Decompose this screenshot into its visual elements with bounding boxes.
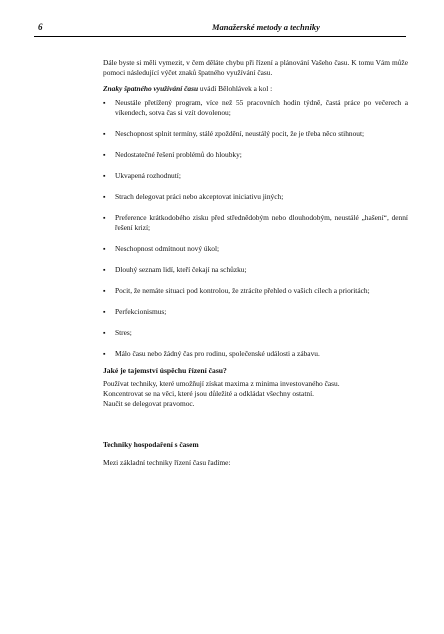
list-item-text: Neschopnost splnit termíny, stálé zpoždění, neustálý pocit, že je třeba něco stihnout; bbox=[115, 129, 365, 138]
list-item-text: Nedostatečné řešení problémů do hloubky; bbox=[115, 150, 242, 159]
list-item bbox=[103, 213, 408, 233]
bullet-icon: ▪ bbox=[103, 308, 106, 316]
list-item bbox=[103, 286, 408, 296]
list-item-text: Stres; bbox=[115, 328, 132, 337]
signs-title: Znaky špatného využívání času bbox=[103, 84, 199, 93]
list-item bbox=[103, 328, 408, 338]
bullet-icon: ▪ bbox=[103, 287, 106, 295]
list-item-text: Perfekcionismus; bbox=[115, 307, 167, 316]
running-title: Manažerské metody a techniky bbox=[212, 22, 320, 32]
list-item-text: Dlouhý seznam lidí, kteří čekají na schůzku; bbox=[115, 265, 247, 274]
bullet-icon: ▪ bbox=[103, 193, 106, 201]
techniques-heading: Techniky hospodaření s časem bbox=[103, 440, 199, 449]
bullet-icon: ▪ bbox=[103, 266, 106, 274]
list-item bbox=[103, 150, 408, 160]
list-item-text: Neustále přetížený program, více než 55 pracovních hodin týdně, častá práce po večerech a víkendech, sotva čas si vzít dovolenou; bbox=[115, 98, 408, 117]
secret-text bbox=[103, 379, 408, 409]
list-item bbox=[103, 349, 408, 359]
bullet-icon: ▪ bbox=[103, 130, 106, 138]
body-text bbox=[103, 58, 408, 468]
bullet-icon: ▪ bbox=[103, 350, 106, 358]
list-item-text: Ukvapená rozhodnutí; bbox=[115, 171, 181, 180]
page-header bbox=[34, 20, 406, 37]
list-item bbox=[103, 192, 408, 202]
bullet-icon: ▪ bbox=[103, 99, 106, 107]
techniques-text: Mezi základní techniky řízení času řadíme: bbox=[103, 458, 231, 467]
secret-line: Používat techniky, které umožňují získat maxima z minima investovaného času. bbox=[103, 379, 340, 388]
page-number: 6 bbox=[38, 22, 43, 32]
list-item bbox=[103, 244, 408, 254]
list-item-text: Preference krátkodobého zisku před střednědobým nebo dlouhodobým, neustálé „hašení“, denní řešení krizí; bbox=[115, 213, 408, 232]
secret-line: Koncentrovat se na věci, které jsou důležité a odkládat všechny ostatní. bbox=[103, 389, 314, 398]
list-item bbox=[103, 171, 408, 181]
bullet-icon: ▪ bbox=[103, 151, 106, 159]
list-item bbox=[103, 307, 408, 317]
signs-lead-rest: uvádí Bělohlávek a kol : bbox=[198, 84, 273, 93]
list-item bbox=[103, 98, 408, 118]
secret-heading: Jaké je tajemství úspěchu řízení času? bbox=[103, 366, 227, 375]
bullet-icon: ▪ bbox=[103, 214, 106, 222]
list-item bbox=[103, 129, 408, 139]
bullet-icon: ▪ bbox=[103, 329, 106, 337]
signs-list bbox=[103, 98, 408, 359]
list-item bbox=[103, 265, 408, 275]
secret-line: Naučit se delegovat pravomoc. bbox=[103, 399, 195, 408]
list-item-text: Neschopnost odmítnout nový úkol; bbox=[115, 244, 220, 253]
list-item-text: Pocit, že nemáte situaci pod kontrolou, že ztrácíte přehled o vašich cílech a prioritách; bbox=[115, 286, 370, 295]
list-item-text: Strach delegovat práci nebo akceptovat iniciativu jiných; bbox=[115, 192, 284, 201]
list-item-text: Málo času nebo žádný čas pro rodinu, společenské události a zábavu. bbox=[115, 349, 320, 358]
bullet-icon: ▪ bbox=[103, 245, 106, 253]
signs-lead bbox=[103, 84, 408, 94]
bullet-icon: ▪ bbox=[103, 172, 106, 180]
intro-paragraph: Dále byste si měli vymezit, v čem děláte chybu při řízení a plánování Vašeho času. K tomu Vám může pomoci následující výčet znaků špatného využívání času. bbox=[103, 58, 408, 77]
